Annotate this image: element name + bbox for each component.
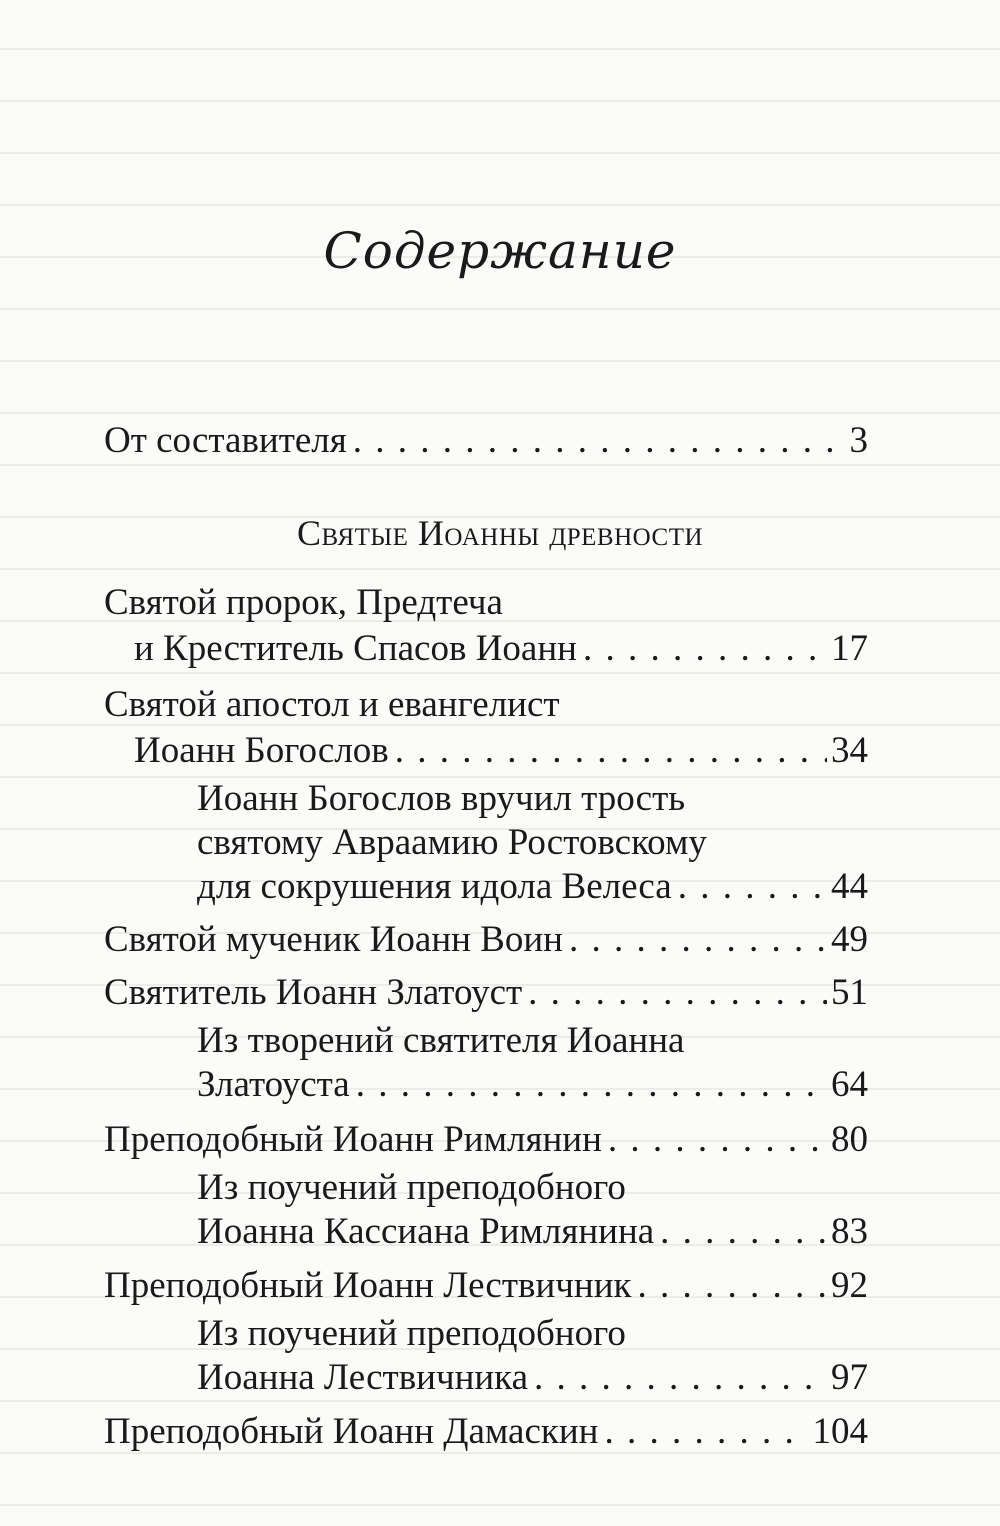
leader-dots — [395, 728, 827, 774]
toc-entry-label: Святой пророк, Предтеча — [104, 582, 503, 623]
leader-dots — [569, 917, 827, 963]
toc-page-number: 80 — [831, 1119, 868, 1160]
leader-dots — [528, 970, 827, 1016]
leader-dots — [604, 1409, 808, 1455]
toc-entry-line[interactable] — [104, 1409, 868, 1455]
toc-entry-line[interactable] — [197, 1355, 868, 1401]
toc-entry-label: и Креститель Спасов Иоанн — [134, 628, 577, 669]
toc-entry-label: Святитель Иоанн Златоуст — [104, 972, 523, 1013]
toc-entry-label: Преподобный Иоанн Римлянин — [104, 1119, 602, 1160]
toc-entry-line[interactable] — [197, 1209, 868, 1255]
toc-entry-label: Из поучений преподобного — [197, 1167, 626, 1208]
toc-entry-line[interactable] — [197, 1062, 868, 1108]
toc-entry-label: Из поучений преподобного — [197, 1313, 626, 1354]
leader-dots — [353, 418, 846, 464]
leader-dots — [608, 1117, 827, 1163]
toc-entry-line[interactable] — [104, 682, 868, 728]
toc-entry-label: для сокрушения идола Велеса — [197, 866, 672, 907]
toc-page-number: 44 — [831, 866, 868, 907]
leader-dots — [678, 864, 827, 910]
toc-page-number: 92 — [831, 1265, 868, 1306]
toc-entry-label: святому Авраамию Ростовскому — [197, 822, 707, 863]
toc-entry-line[interactable] — [104, 1263, 868, 1309]
toc-entry-line[interactable] — [197, 820, 868, 866]
toc-page-number: 104 — [812, 1411, 868, 1452]
toc-entry-label: Святой мученик Иоанн Воин — [104, 919, 563, 960]
leader-dots — [534, 1355, 827, 1401]
toc-page-number: 17 — [831, 628, 868, 669]
toc-entry-label: Из творений святителя Иоанна — [197, 1020, 685, 1061]
toc-entry-line[interactable] — [104, 1117, 868, 1163]
toc-page-number: 34 — [831, 730, 868, 771]
toc-page-number: 97 — [831, 1357, 868, 1398]
toc-entry-label: Иоанн Богослов вручил трость — [197, 778, 686, 819]
toc-entry-preface[interactable] — [104, 418, 868, 464]
toc-entry-label: Преподобный Иоанн Дамаскин — [104, 1411, 599, 1452]
toc-page-number: 83 — [831, 1211, 868, 1252]
toc-page-number: 51 — [831, 972, 868, 1013]
toc-entry-label: Иоанна Лествичника — [197, 1357, 529, 1398]
toc-entry-label: От составителя — [104, 420, 347, 461]
toc-entry-label: Иоанна Кассиана Римлянина — [197, 1211, 655, 1252]
page-title: Содержание — [323, 222, 677, 280]
toc-page-number: 3 — [849, 420, 868, 461]
toc-entry-line[interactable] — [134, 728, 868, 774]
toc-entry-line[interactable] — [197, 864, 868, 910]
toc-entry-label: Святой апостол и евангелист — [104, 684, 560, 725]
toc-entry-line[interactable] — [197, 1165, 868, 1211]
leader-dots — [356, 1062, 827, 1108]
toc-page-number: 49 — [831, 919, 868, 960]
leader-dots — [583, 626, 827, 672]
leader-dots — [660, 1209, 827, 1255]
toc-entry-label: Златоуста — [197, 1064, 350, 1105]
toc-entry-label: Преподобный Иоанн Лествичник — [104, 1265, 632, 1306]
toc-entry-line[interactable] — [197, 776, 868, 822]
toc-entry-line[interactable] — [197, 1018, 868, 1064]
toc-entry-line[interactable] — [197, 1311, 868, 1357]
toc-entry-line[interactable] — [134, 626, 868, 672]
toc-entry-line[interactable] — [104, 917, 868, 963]
leader-dots — [637, 1263, 827, 1309]
toc-entry-label: Иоанн Богослов — [134, 730, 389, 771]
toc-entry-line[interactable] — [104, 580, 868, 626]
section-heading: Святые Иоанны древности — [296, 513, 704, 553]
toc-entry-line[interactable] — [104, 970, 868, 1016]
toc-page-number: 64 — [831, 1064, 868, 1105]
